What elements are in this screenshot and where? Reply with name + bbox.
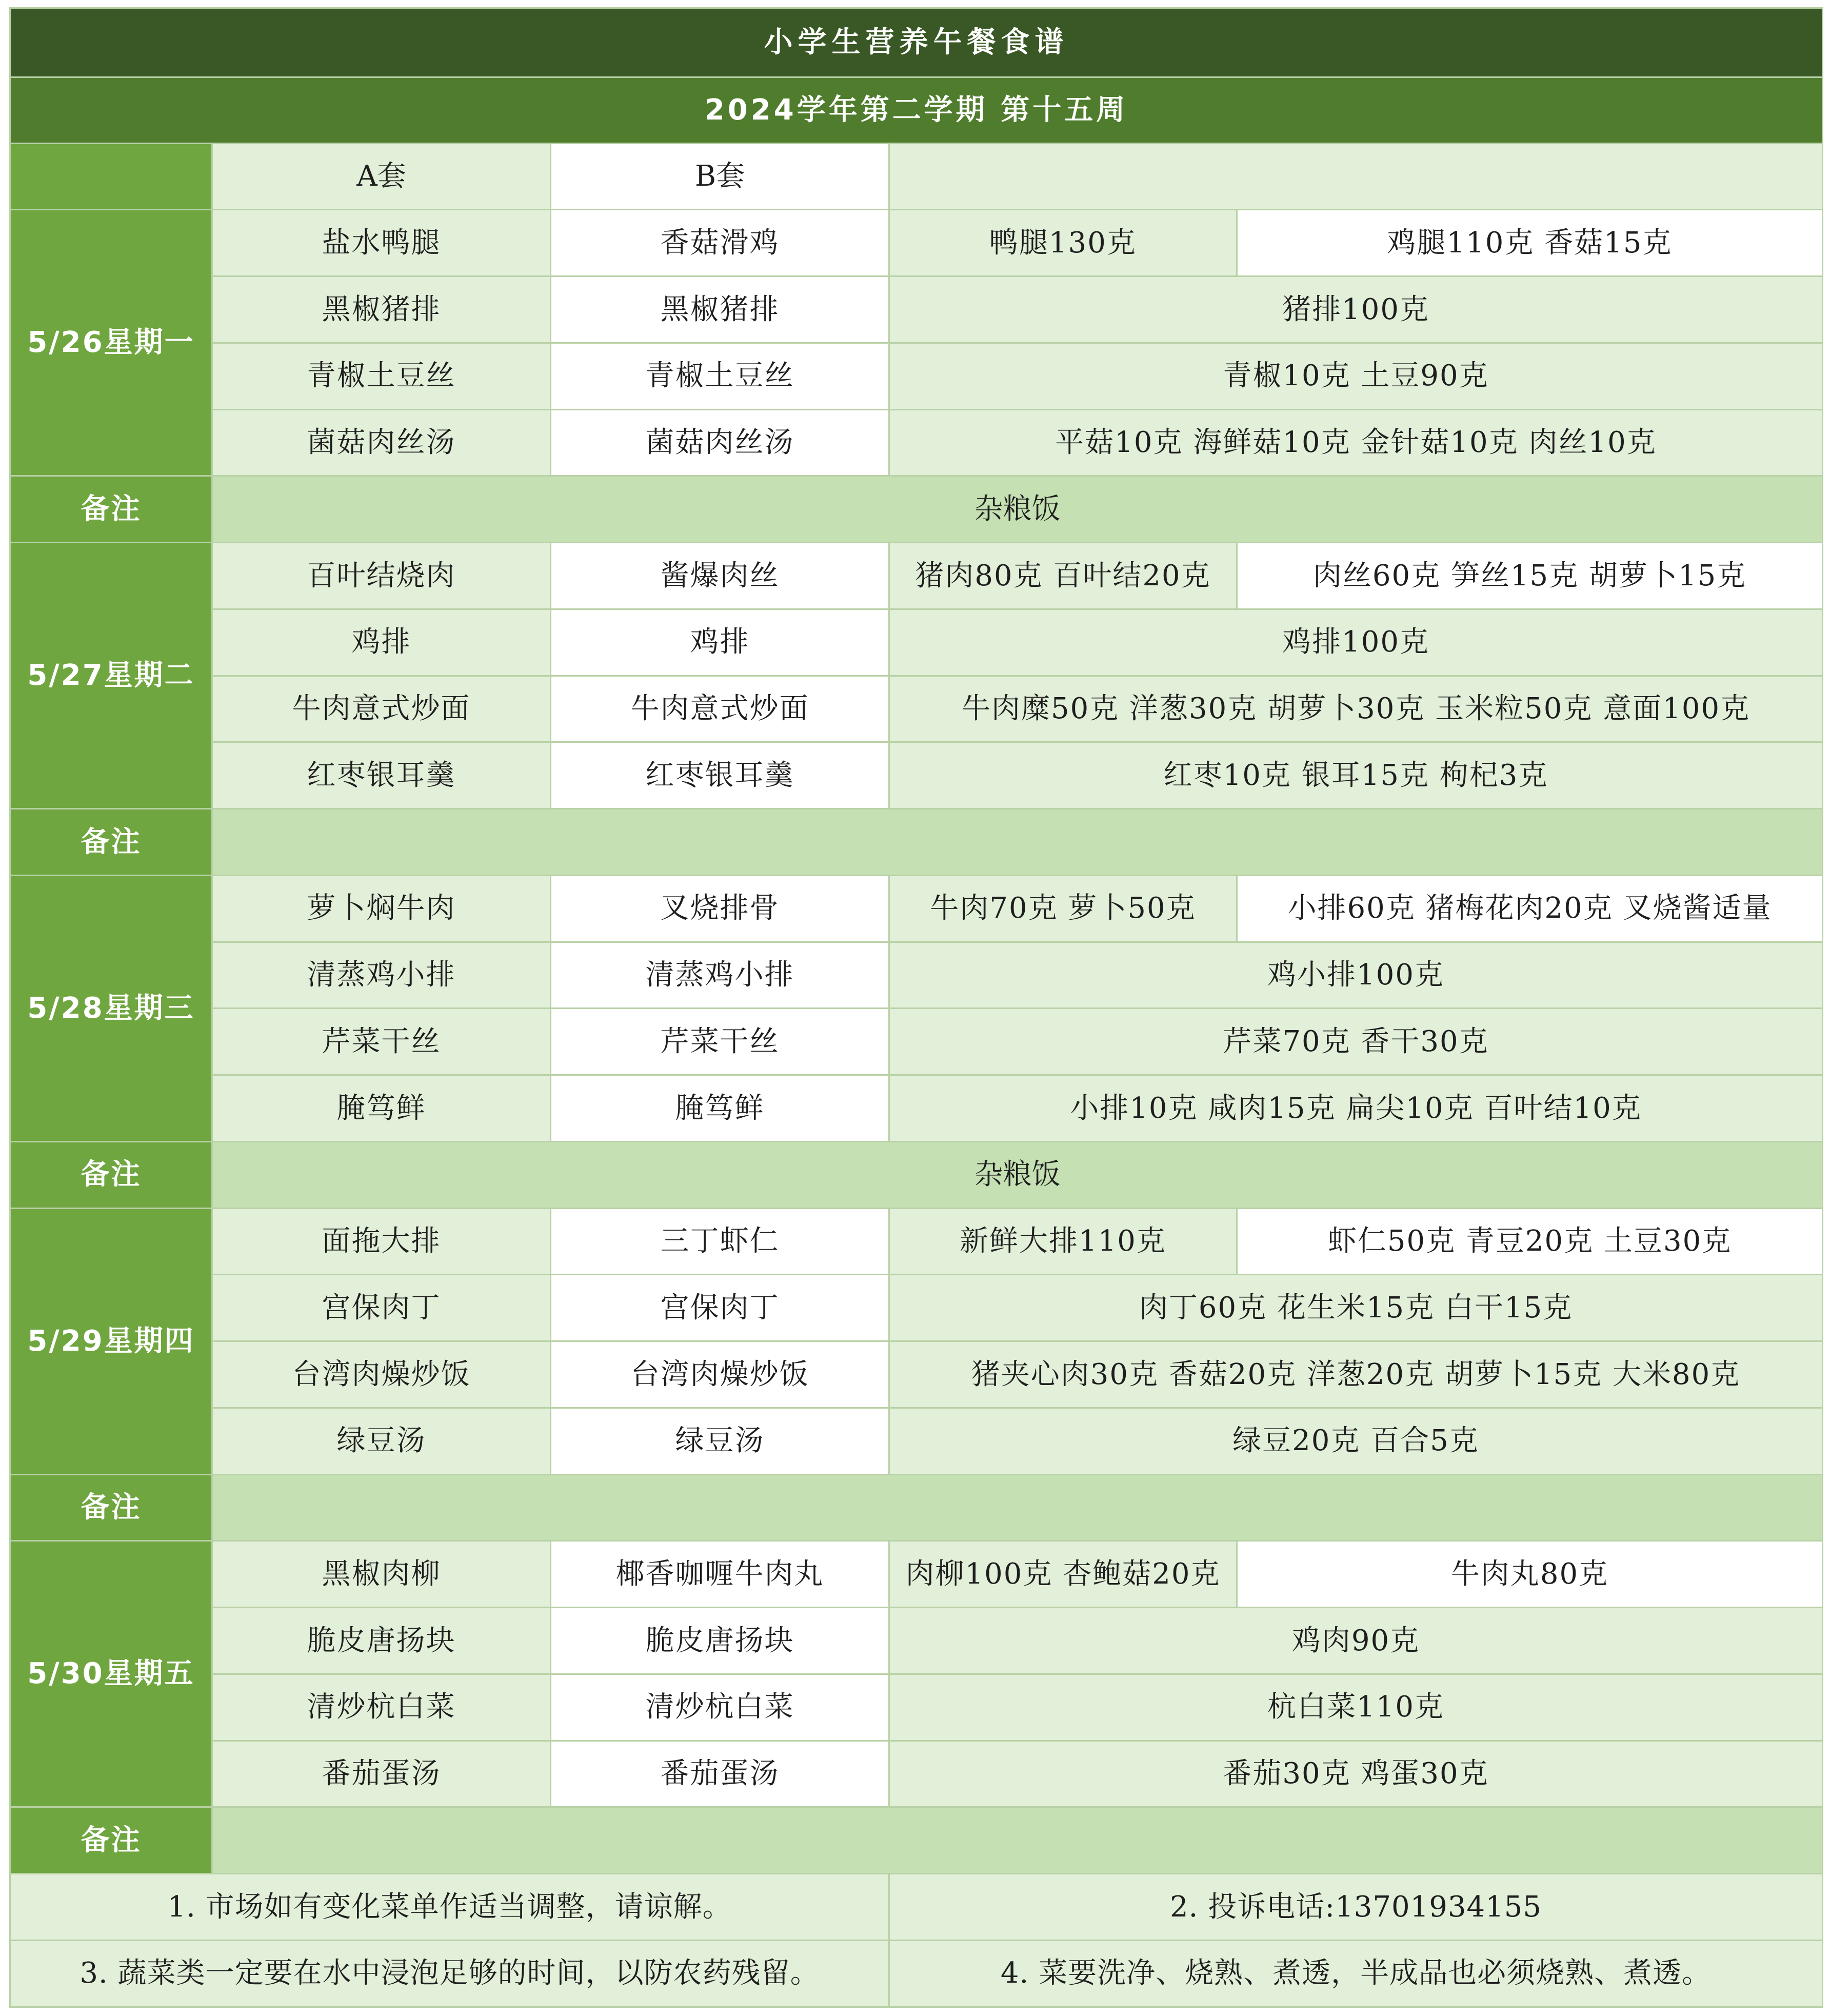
notes-row <box>10 1874 1823 1941</box>
notes-row <box>10 1940 1823 2007</box>
dish-set-a: 黑椒猪排 <box>212 276 551 343</box>
menu-row <box>10 276 1823 343</box>
dish-set-a: 菌菇肉丝汤 <box>212 409 551 476</box>
remark-value: 杂粮饭 <box>212 1141 1823 1208</box>
ingredients-shared: 青椒10克 土豆90克 <box>889 343 1823 409</box>
dish-set-a: 萝卜焖牛肉 <box>212 875 551 942</box>
remark-label: 备注 <box>10 1141 212 1208</box>
header-corner-cell <box>10 143 212 210</box>
ingredients-shared: 鸡肉90克 <box>889 1608 1823 1674</box>
dish-set-b: 台湾肉燥炒饭 <box>551 1341 889 1408</box>
ingredients-shared: 芹菜70克 香干30克 <box>889 1009 1823 1075</box>
remark-value <box>212 1807 1823 1874</box>
dish-set-b: 清炒杭白菜 <box>551 1674 889 1741</box>
dish-set-a: 清蒸鸡小排 <box>212 942 551 1009</box>
menu-row <box>10 409 1823 476</box>
ingredients-shared: 小排10克 咸肉15克 扁尖10克 百叶结10克 <box>889 1075 1823 1142</box>
footer-note: 4. 菜要洗净、烧熟、煮透，半成品也必须烧熟、煮透。 <box>889 1940 1823 2007</box>
dish-set-a: 百叶结烧肉 <box>212 543 551 609</box>
remark-label: 备注 <box>10 1474 212 1541</box>
menu-row <box>10 210 1823 276</box>
menu-row <box>10 676 1823 742</box>
week-subtitle: 2024学年第二学期 第十五周 <box>10 77 1823 143</box>
dish-set-b: 鸡排 <box>551 609 889 676</box>
day-label: 5/27星期二 <box>10 543 212 809</box>
day-label: 5/30星期五 <box>10 1541 212 1807</box>
ingredients-shared: 杭白菜110克 <box>889 1674 1823 1741</box>
menu-row <box>10 1208 1823 1275</box>
dish-set-b: 腌笃鲜 <box>551 1075 889 1142</box>
dish-set-a: 番茄蛋汤 <box>212 1741 551 1807</box>
dish-set-b: 芹菜干丝 <box>551 1009 889 1075</box>
ingredients-shared: 番茄30克 鸡蛋30克 <box>889 1741 1823 1807</box>
remark-row <box>10 1807 1823 1874</box>
remark-row <box>10 476 1823 543</box>
page-title: 小学生营养午餐食谱 <box>10 8 1823 77</box>
ingredients-set-a: 鸭腿130克 <box>889 210 1237 276</box>
ingredients-set-b: 小排60克 猪梅花肉20克 叉烧酱适量 <box>1237 875 1823 942</box>
menu-row <box>10 1009 1823 1075</box>
dish-set-b: 椰香咖喱牛肉丸 <box>551 1541 889 1608</box>
menu-row <box>10 1541 1823 1608</box>
menu-row <box>10 1075 1823 1142</box>
ingredients-set-a: 肉柳100克 杏鲍菇20克 <box>889 1541 1237 1608</box>
ingredients-set-b: 牛肉丸80克 <box>1237 1541 1823 1608</box>
footer-note: 3. 蔬菜类一定要在水中浸泡足够的时间，以防农药残留。 <box>10 1940 889 2007</box>
ingredients-set-a: 牛肉70克 萝卜50克 <box>889 875 1237 942</box>
dish-set-b: 清蒸鸡小排 <box>551 942 889 1009</box>
column-header-set-b: B套 <box>551 143 889 210</box>
ingredients-shared: 鸡小排100克 <box>889 942 1823 1009</box>
column-header-ingredients <box>889 143 1823 210</box>
ingredients-shared: 猪夹心肉30克 香菇20克 洋葱20克 胡萝卜15克 大米80克 <box>889 1341 1823 1408</box>
ingredients-set-b: 肉丝60克 笋丝15克 胡萝卜15克 <box>1237 543 1823 609</box>
ingredients-shared: 绿豆20克 百合5克 <box>889 1408 1823 1474</box>
dish-set-b: 红枣银耳羹 <box>551 742 889 809</box>
dish-set-b: 菌菇肉丝汤 <box>551 409 889 476</box>
menu-row <box>10 1408 1823 1474</box>
dish-set-b: 脆皮唐扬块 <box>551 1608 889 1674</box>
ingredients-shared: 平菇10克 海鲜菇10克 金针菇10克 肉丝10克 <box>889 409 1823 476</box>
dish-set-a: 芹菜干丝 <box>212 1009 551 1075</box>
menu-row <box>10 343 1823 409</box>
dish-set-a: 脆皮唐扬块 <box>212 1608 551 1674</box>
ingredients-set-a: 猪肉80克 百叶结20克 <box>889 543 1237 609</box>
footer-note: 2. 投诉电话:13701934155 <box>889 1874 1823 1941</box>
dish-set-a: 腌笃鲜 <box>212 1075 551 1142</box>
ingredients-shared: 肉丁60克 花生米15克 白干15克 <box>889 1275 1823 1341</box>
menu-row <box>10 543 1823 609</box>
day-label: 5/26星期一 <box>10 210 212 476</box>
dish-set-b: 香菇滑鸡 <box>551 210 889 276</box>
menu-row <box>10 742 1823 809</box>
remark-value <box>212 1474 1823 1541</box>
ingredients-shared: 猪排100克 <box>889 276 1823 343</box>
remark-label: 备注 <box>10 809 212 876</box>
remark-value: 杂粮饭 <box>212 476 1823 543</box>
menu-row <box>10 875 1823 942</box>
dish-set-a: 面拖大排 <box>212 1208 551 1275</box>
dish-set-a: 红枣银耳羹 <box>212 742 551 809</box>
menu-row <box>10 942 1823 1009</box>
day-label: 5/29星期四 <box>10 1208 212 1474</box>
ingredients-set-a: 新鲜大排110克 <box>889 1208 1237 1275</box>
dish-set-b: 叉烧排骨 <box>551 875 889 942</box>
ingredients-set-b: 鸡腿110克 香菇15克 <box>1237 210 1823 276</box>
dish-set-a: 绿豆汤 <box>212 1408 551 1474</box>
menu-row <box>10 1275 1823 1341</box>
remark-row <box>10 1141 1823 1208</box>
menu-row <box>10 1608 1823 1674</box>
dish-set-b: 黑椒猪排 <box>551 276 889 343</box>
dish-set-b: 番茄蛋汤 <box>551 1741 889 1807</box>
menu-row <box>10 1741 1823 1807</box>
dish-set-a: 清炒杭白菜 <box>212 1674 551 1741</box>
remark-row <box>10 1474 1823 1541</box>
ingredients-shared: 牛肉糜50克 洋葱30克 胡萝卜30克 玉米粒50克 意面100克 <box>889 676 1823 742</box>
remark-label: 备注 <box>10 476 212 543</box>
dish-set-b: 酱爆肉丝 <box>551 543 889 609</box>
ingredients-shared: 红枣10克 银耳15克 枸杞3克 <box>889 742 1823 809</box>
menu-row <box>10 1341 1823 1408</box>
dish-set-a: 台湾肉燥炒饭 <box>212 1341 551 1408</box>
dish-set-a: 黑椒肉柳 <box>212 1541 551 1608</box>
menu-row <box>10 609 1823 676</box>
dish-set-b: 宫保肉丁 <box>551 1275 889 1341</box>
remark-row <box>10 809 1823 876</box>
dish-set-a: 鸡排 <box>212 609 551 676</box>
remark-value <box>212 809 1823 876</box>
dish-set-b: 绿豆汤 <box>551 1408 889 1474</box>
dish-set-a: 牛肉意式炒面 <box>212 676 551 742</box>
dish-set-b: 三丁虾仁 <box>551 1208 889 1275</box>
menu-row <box>10 1674 1823 1741</box>
dish-set-a: 青椒土豆丝 <box>212 343 551 409</box>
dish-set-b: 青椒土豆丝 <box>551 343 889 409</box>
column-header-set-a: A套 <box>212 143 551 210</box>
dish-set-b: 牛肉意式炒面 <box>551 676 889 742</box>
dish-set-a: 宫保肉丁 <box>212 1275 551 1341</box>
dish-set-a: 盐水鸭腿 <box>212 210 551 276</box>
day-label: 5/28星期三 <box>10 875 212 1141</box>
remark-label: 备注 <box>10 1807 212 1874</box>
ingredients-set-b: 虾仁50克 青豆20克 土豆30克 <box>1237 1208 1823 1275</box>
ingredients-shared: 鸡排100克 <box>889 609 1823 676</box>
menu-table <box>9 7 1823 2008</box>
footer-note: 1. 市场如有变化菜单作适当调整，请谅解。 <box>10 1874 889 1941</box>
